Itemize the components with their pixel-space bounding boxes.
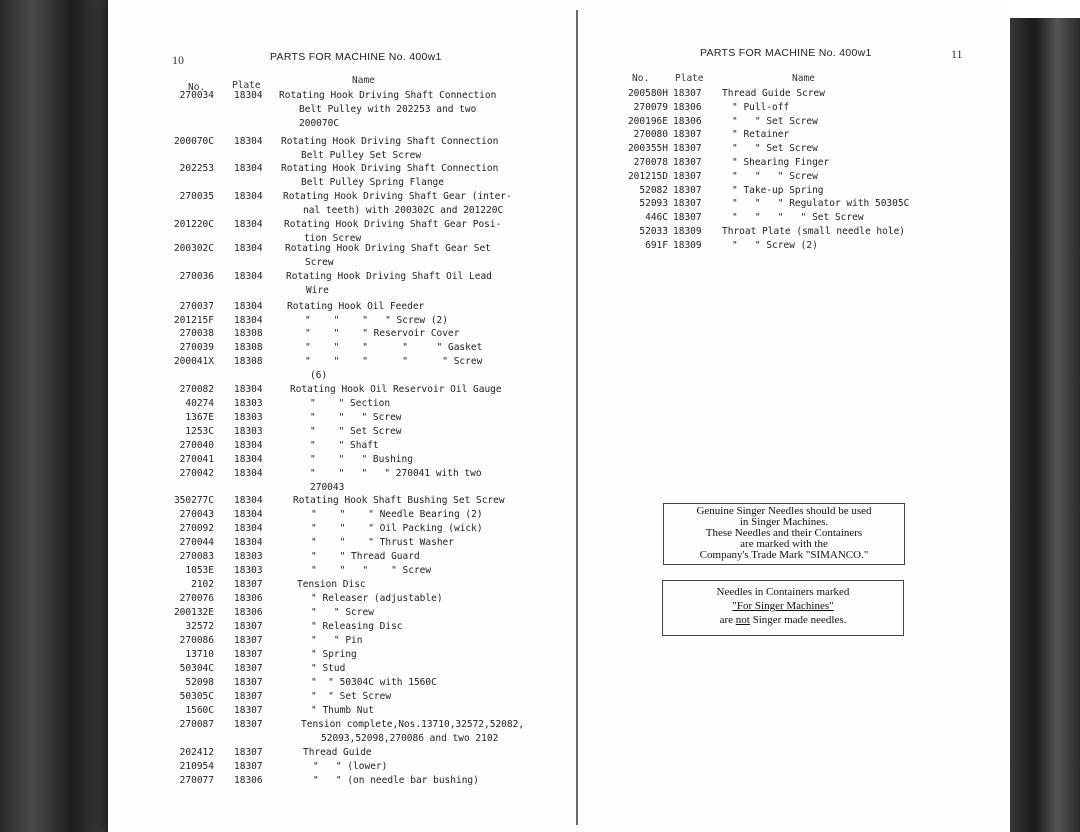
part-number: 50305C — [179, 691, 214, 702]
notice-line-underlined: "For Singer Machines" — [732, 600, 834, 612]
part-number: 270087 — [179, 719, 214, 730]
notice-line: These Needles and their Containers — [705, 527, 863, 539]
part-name: " Thumb Nut — [311, 705, 374, 716]
part-name: Rotating Hook Driving Shaft Gear Set — [285, 243, 491, 254]
part-name: " " Screw (2) — [732, 240, 818, 251]
part-name: Tension Disc — [297, 579, 366, 590]
part-name-continued: (6) — [310, 370, 328, 381]
right-col-no-header: No. — [632, 73, 650, 84]
plate-number: 18306 — [673, 116, 702, 127]
plate-number: 18303 — [234, 565, 263, 576]
left-page-header: PARTS FOR MACHINE No. 400w1 — [270, 51, 442, 63]
plate-number: 18307 — [234, 747, 263, 758]
part-name: " " " Reservoir Cover — [305, 328, 460, 339]
part-name: " " " Oil Packing (wick) — [311, 523, 483, 534]
part-number: 270078 — [633, 157, 668, 168]
plate-number: 18304 — [234, 90, 263, 101]
notice-word: Singer made needles. — [752, 614, 847, 626]
part-name: Rotating Hook Driving Shaft Connection — [279, 90, 497, 101]
part-name: " " Shaft — [310, 440, 379, 451]
part-number: 201220C — [173, 219, 214, 230]
part-name: " " " Thrust Washer — [311, 537, 454, 548]
part-number: 40274 — [185, 398, 214, 409]
right-page-number: 11 — [951, 47, 963, 61]
part-number: 270040 — [179, 440, 214, 451]
notice-line: Company's Trade Mark "SIMANCO." — [699, 549, 869, 561]
part-number: 201215D — [627, 171, 668, 182]
plate-number: 18307 — [234, 621, 263, 632]
plate-number: 18304 — [234, 136, 263, 147]
part-name: " Pull-off — [732, 102, 790, 113]
part-number: 202412 — [179, 747, 214, 758]
part-name: " " Section — [310, 398, 391, 409]
part-number: 200355H — [627, 143, 668, 154]
right-col-name-header: Name — [792, 73, 815, 84]
part-number: 350277C — [173, 495, 214, 506]
left-col-name-header: Name — [352, 75, 375, 86]
plate-number: 18306 — [234, 593, 263, 604]
part-name: " " " " Set Screw — [732, 212, 864, 223]
plate-number: 18307 — [234, 649, 263, 660]
part-name: " " Pin — [311, 635, 363, 646]
plate-number: 18307 — [673, 129, 702, 140]
part-name: " " Set Screw — [311, 691, 392, 702]
part-name: Rotating Hook Driving Shaft Gear (inter- — [283, 191, 512, 202]
left-col-no-header: No. — [188, 82, 206, 93]
part-number: 200132E — [173, 607, 214, 618]
plate-number: 18303 — [234, 412, 263, 423]
part-number: 1560C — [185, 705, 214, 716]
part-name: " Spring — [311, 649, 357, 660]
part-number: 270082 — [179, 384, 214, 395]
part-name: " Take-up Spring — [732, 185, 824, 196]
plate-number: 18304 — [234, 468, 263, 479]
part-number: 50304C — [179, 663, 214, 674]
part-name-continued: Belt Pulley with 202253 and two — [299, 104, 477, 115]
part-name: Rotating Hook Shaft Bushing Set Screw — [293, 495, 505, 506]
part-name-continued: Screw — [305, 257, 334, 268]
part-number: 1053E — [185, 565, 214, 576]
part-name: " Releaser (adjustable) — [311, 593, 443, 604]
part-number: 270083 — [179, 551, 214, 562]
part-name-continued: 52093,52098,270086 and two 2102 — [321, 733, 499, 744]
plate-number: 18304 — [234, 454, 263, 465]
plate-number: 18304 — [234, 163, 263, 174]
plate-number: 18309 — [673, 226, 702, 237]
notice-line: in Singer Machines. — [739, 516, 829, 528]
part-number: 201215F — [173, 315, 214, 326]
left-page-number: 10 — [172, 53, 184, 67]
part-name: " " " " Screw (2) — [305, 315, 448, 326]
part-name: " " Set Screw — [732, 143, 818, 154]
part-name: " Releasing Disc — [311, 621, 403, 632]
part-number: 200580H — [627, 88, 668, 99]
notice-word-not: not — [735, 614, 750, 626]
part-number: 1367E — [185, 412, 214, 423]
plate-number: 18307 — [673, 157, 702, 168]
plate-number: 18308 — [234, 328, 263, 339]
part-number: 270079 — [633, 102, 668, 113]
plate-number: 18304 — [234, 523, 263, 534]
plate-number: 18304 — [234, 271, 263, 282]
plate-number: 18306 — [673, 102, 702, 113]
part-name: " " (on needle bar bushing) — [313, 775, 479, 786]
part-number: 13710 — [185, 649, 214, 660]
part-name: Thread Guide — [303, 747, 372, 758]
part-number: 270076 — [179, 593, 214, 604]
part-name: " " " " " Screw — [305, 356, 483, 367]
plate-number: 18308 — [234, 356, 263, 367]
part-name-continued: Belt Pulley Set Screw — [301, 150, 422, 161]
part-name: " " " " 270041 with two — [310, 468, 482, 479]
part-name: Rotating Hook Driving Shaft Connection — [281, 136, 499, 147]
part-number: 52093 — [639, 198, 668, 209]
plate-number: 18307 — [234, 719, 263, 730]
part-name: " " " Needle Bearing (2) — [311, 509, 483, 520]
plate-number: 18304 — [234, 315, 263, 326]
plate-number: 18307 — [234, 677, 263, 688]
plate-number: 18307 — [234, 635, 263, 646]
part-name: " " 50304C with 1560C — [311, 677, 437, 688]
plate-number: 18304 — [234, 495, 263, 506]
part-number: 200196E — [627, 116, 668, 127]
part-name-continued: nal teeth) with 200302C and 201220C — [303, 205, 504, 216]
part-name: " " " Bushing — [310, 454, 413, 465]
part-name: " " Screw — [311, 607, 374, 618]
part-name: Rotating Hook Driving Shaft Gear Posi- — [284, 219, 502, 230]
part-number: 200041X — [173, 356, 214, 367]
part-name-continued: Wire — [306, 285, 329, 296]
part-number: 52033 — [639, 226, 668, 237]
plate-number: 18304 — [234, 440, 263, 451]
part-number: 270086 — [179, 635, 214, 646]
plate-number: 18307 — [673, 88, 702, 99]
plate-number: 18304 — [234, 509, 263, 520]
plate-number: 18308 — [234, 342, 263, 353]
part-number: 270042 — [179, 468, 214, 479]
plate-number: 18304 — [234, 537, 263, 548]
plate-number: 18303 — [234, 551, 263, 562]
part-number: 270041 — [179, 454, 214, 465]
part-number: 270043 — [179, 509, 214, 520]
plate-number: 18303 — [234, 398, 263, 409]
plate-number: 18309 — [673, 240, 702, 251]
part-name: " " " " " Gasket — [305, 342, 483, 353]
plate-number: 18307 — [673, 143, 702, 154]
part-name: " " Set Screw — [732, 116, 818, 127]
part-number: 52082 — [639, 185, 668, 196]
right-page-header: PARTS FOR MACHINE No. 400w1 — [700, 47, 872, 59]
notice-line — [663, 613, 903, 627]
part-number: 210954 — [179, 761, 214, 772]
part-number: 270036 — [179, 271, 214, 282]
part-number: 32572 — [185, 621, 214, 632]
part-number: 691F — [645, 240, 668, 251]
part-number: 270034 — [179, 90, 214, 101]
part-number: 2102 — [191, 579, 214, 590]
part-name: " " " Screw — [310, 412, 402, 423]
part-number: 200302C — [173, 243, 214, 254]
part-number: 1253C — [185, 426, 214, 437]
plate-number: 18307 — [234, 579, 263, 590]
part-number: 52098 — [185, 677, 214, 688]
part-name: " " (lower) — [313, 761, 388, 772]
plate-number: 18307 — [234, 705, 263, 716]
part-name: " " " Screw — [732, 171, 818, 182]
plate-number: 18304 — [234, 219, 263, 230]
genuine-needles-notice — [663, 503, 905, 565]
part-number: 270080 — [633, 129, 668, 140]
part-name-continued: tion Screw — [304, 233, 362, 244]
plate-number: 18306 — [234, 775, 263, 786]
plate-number: 18307 — [673, 198, 702, 209]
plate-number: 18304 — [234, 243, 263, 254]
part-name: " " Set Screw — [310, 426, 402, 437]
part-name: " Retainer — [732, 129, 790, 140]
part-name: Thread Guide Screw — [722, 88, 825, 99]
part-number: 270035 — [179, 191, 214, 202]
plate-number: 18307 — [234, 761, 263, 772]
part-number: 200070C — [173, 136, 214, 147]
plate-number: 18304 — [234, 301, 263, 312]
part-name: " " Thread Guard — [311, 551, 420, 562]
part-name: " Stud — [311, 663, 346, 674]
scan-border-right — [1005, 18, 1080, 832]
notice-line: are marked with the — [740, 538, 828, 550]
part-number: 202253 — [179, 163, 214, 174]
plate-number: 18304 — [234, 191, 263, 202]
part-name: " " " Regulator with 50305C — [732, 198, 910, 209]
notice-line: Genuine Singer Needles should be used — [696, 505, 872, 517]
plate-number: 18303 — [234, 426, 263, 437]
notice-word: are — [719, 614, 734, 626]
plate-number: 18307 — [234, 691, 263, 702]
part-number: 270037 — [179, 301, 214, 312]
part-number: 446C — [645, 212, 668, 223]
part-name: Rotating Hook Driving Shaft Oil Lead — [286, 271, 492, 282]
book-gutter — [576, 10, 578, 825]
notice-line: Needles in Containers marked — [716, 586, 850, 598]
part-name: Rotating Hook Oil Feeder — [287, 301, 425, 312]
part-number: 270038 — [179, 328, 214, 339]
part-number: 270077 — [179, 775, 214, 786]
right-col-plate-header: Plate — [675, 73, 704, 84]
plate-number: 18307 — [673, 171, 702, 182]
plate-number: 18307 — [673, 212, 702, 223]
containers-notice — [662, 580, 904, 636]
part-name: " Shearing Finger — [732, 157, 830, 168]
part-number: 270092 — [179, 523, 214, 534]
plate-number: 18307 — [234, 663, 263, 674]
part-name-continued: Belt Pulley Spring Flange — [301, 177, 444, 188]
plate-number: 18307 — [673, 185, 702, 196]
part-name: Rotating Hook Oil Reservoir Oil Gauge — [290, 384, 502, 395]
part-number: 270044 — [179, 537, 214, 548]
part-name: " " " " Screw — [311, 565, 432, 576]
part-name: Throat Plate (small needle hole) — [722, 226, 906, 237]
left-col-plate-header: Plate — [232, 80, 261, 91]
part-name: Tension complete,Nos.13710,32572,52082, — [301, 719, 525, 730]
part-name-continued: 200070C — [299, 118, 340, 129]
part-name-continued: 270043 — [310, 482, 345, 493]
plate-number: 18304 — [234, 384, 263, 395]
part-number: 270039 — [179, 342, 214, 353]
plate-number: 18306 — [234, 607, 263, 618]
part-name: Rotating Hook Driving Shaft Connection — [281, 163, 499, 174]
